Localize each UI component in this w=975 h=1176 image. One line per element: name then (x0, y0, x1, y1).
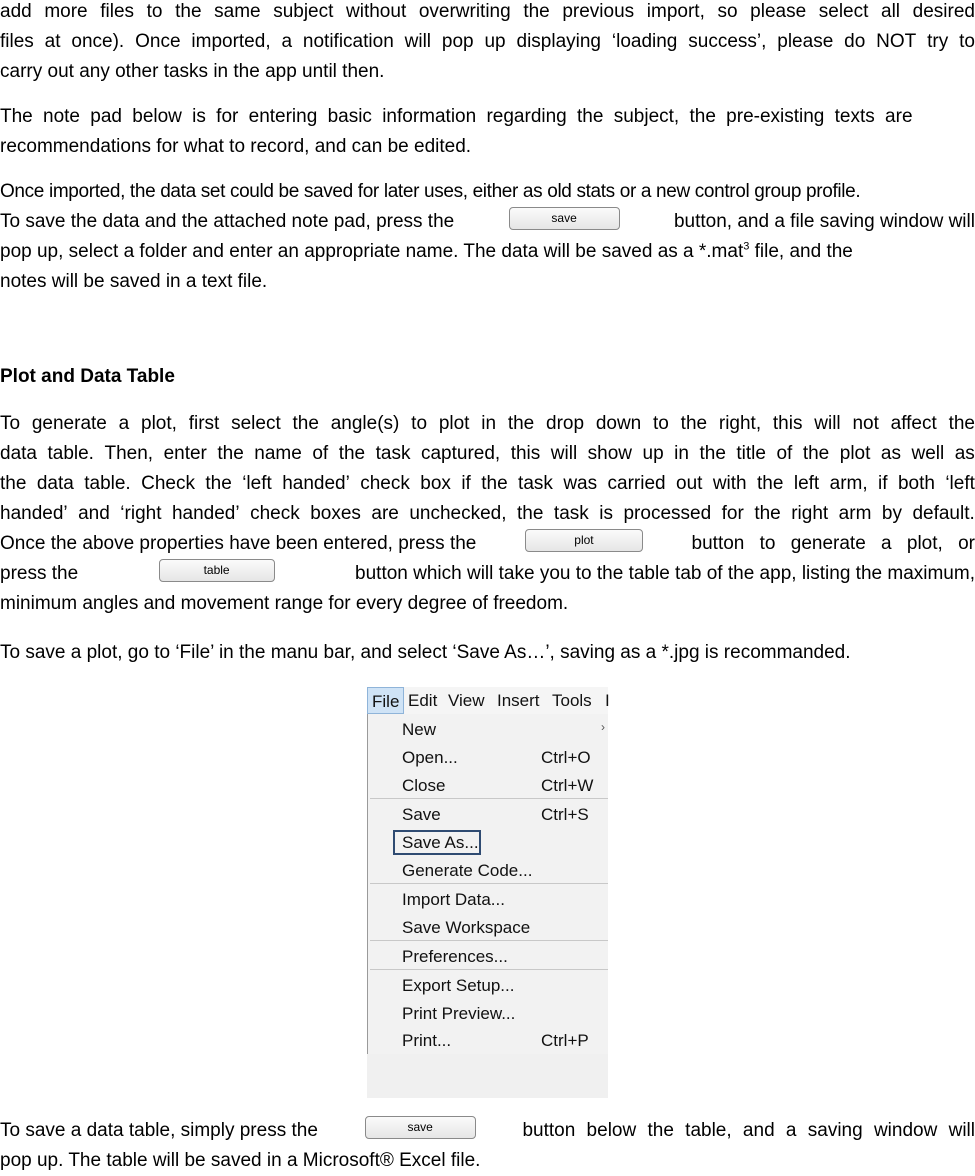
paragraph-import (0, 0, 975, 87)
text-fragment: button to generate a plot, or (691, 533, 975, 554)
text-fragment: file, and the (749, 241, 853, 262)
text-fragment: Once the above properties have been entered, press the (0, 533, 477, 554)
text-line: notes will be saved in a text file. (0, 271, 268, 292)
text-fragment: button which will take you to the table tab of the app, listing the maximum, (355, 563, 975, 584)
menu-separator (370, 883, 608, 884)
paragraph-plot (0, 409, 975, 619)
text-fragment: To save the data and the attached note pad, press the (0, 211, 455, 232)
text-fragment: button, and a file saving window will (673, 211, 975, 232)
menu-item-close[interactable]: Close (402, 776, 446, 795)
menu-item-import-data[interactable]: Import Data... (402, 890, 505, 909)
menu-item-save-workspace[interactable]: Save Workspace (402, 918, 531, 937)
menu-truncated[interactable]: I (605, 691, 610, 710)
table-button[interactable]: table (159, 559, 275, 582)
plot-button[interactable]: plot (525, 529, 643, 552)
text-line: The note pad below is for entering basic information regarding the subject, the pre-existing texts are (0, 106, 913, 127)
submenu-arrow-icon: › (601, 720, 605, 734)
menu-item-save-as[interactable]: Save As... (402, 833, 479, 852)
paragraph-notepad (0, 102, 975, 162)
text-line: add more files to the same subject without overwriting the previous import, so please select all desired (0, 1, 975, 22)
menu-separator (370, 969, 608, 970)
text-fragment: pop up, select a folder and enter an appropriate name. The data will be saved as a *.mat (0, 241, 744, 262)
text-fragment: To save a data table, simply press the (0, 1120, 318, 1141)
section-heading: Plot and Data Table (0, 366, 175, 387)
menu-separator (370, 798, 608, 799)
menu-item-open[interactable]: Open... (402, 748, 458, 767)
shortcut-open: Ctrl+O (541, 748, 591, 767)
text-line: files at once). Once imported, a notification will pop up displaying ‘loading success’, please do NOT try to (0, 31, 975, 52)
text-line: the data table. Check the ‘left handed’ check box if the task was carried out with the left arm, if both ‘left (0, 473, 975, 494)
menu-item-generate-code[interactable]: Generate Code... (402, 861, 533, 880)
menu-item-new[interactable]: New (402, 720, 437, 739)
text-line: recommendations for what to record, and can be edited. (0, 136, 472, 157)
paragraph-save-data (0, 177, 975, 297)
footnote-mark: 3 (743, 240, 750, 253)
shortcut-print: Ctrl+P (541, 1031, 589, 1050)
shortcut-save: Ctrl+S (541, 805, 589, 824)
text-line: carry out any other tasks in the app until then. (0, 61, 385, 82)
text-line: handed’ and ‘right handed’ check boxes are unchecked, the task is processed for the right arm by default. (0, 503, 975, 524)
file-menu-screenshot (367, 687, 608, 1098)
text-line: To generate a plot, first select the angle(s) to plot in the drop down to the right, this will not affect the (0, 413, 975, 434)
menu-separator (370, 940, 608, 941)
text-line: To save a plot, go to ‘File’ in the manu bar, and select ‘Save As…’, saving as a *.jpg is recommanded. (0, 642, 851, 663)
text-line: pop up. The table will be saved in a Microsoft® Excel file. (0, 1150, 481, 1171)
menu-item-save[interactable]: Save (402, 805, 441, 824)
menu-tools[interactable]: Tools (552, 691, 592, 710)
menu-file[interactable]: File (367, 687, 404, 714)
menu-item-preferences[interactable]: Preferences... (402, 947, 508, 966)
paragraph-save-table (0, 1116, 975, 1176)
paragraph-save-plot (0, 638, 975, 668)
save-button[interactable]: save (509, 207, 620, 230)
menu-view[interactable]: View (448, 691, 485, 710)
text-fragment: button below the table, and a saving window will (522, 1120, 975, 1141)
text-line: data table. Then, enter the name of the task captured, this will show up in the title of the plot as well as (0, 443, 975, 464)
menu-item-export-setup[interactable]: Export Setup... (402, 976, 515, 995)
menu-insert[interactable]: Insert (497, 691, 540, 710)
menu-item-print-preview[interactable]: Print Preview... (402, 1004, 516, 1023)
save-table-button[interactable]: save (365, 1116, 476, 1139)
text-line: Once imported, the data set could be saved for later uses, either as old stats or a new control group profile. (0, 181, 861, 202)
text-fragment: press the (0, 563, 79, 584)
menu-bar (367, 687, 608, 714)
menu-edit[interactable]: Edit (408, 691, 438, 710)
shortcut-close: Ctrl+W (541, 776, 594, 795)
file-dropdown (367, 714, 608, 1054)
menu-item-print[interactable]: Print... (402, 1031, 452, 1050)
text-line: minimum angles and movement range for every degree of freedom. (0, 593, 569, 614)
